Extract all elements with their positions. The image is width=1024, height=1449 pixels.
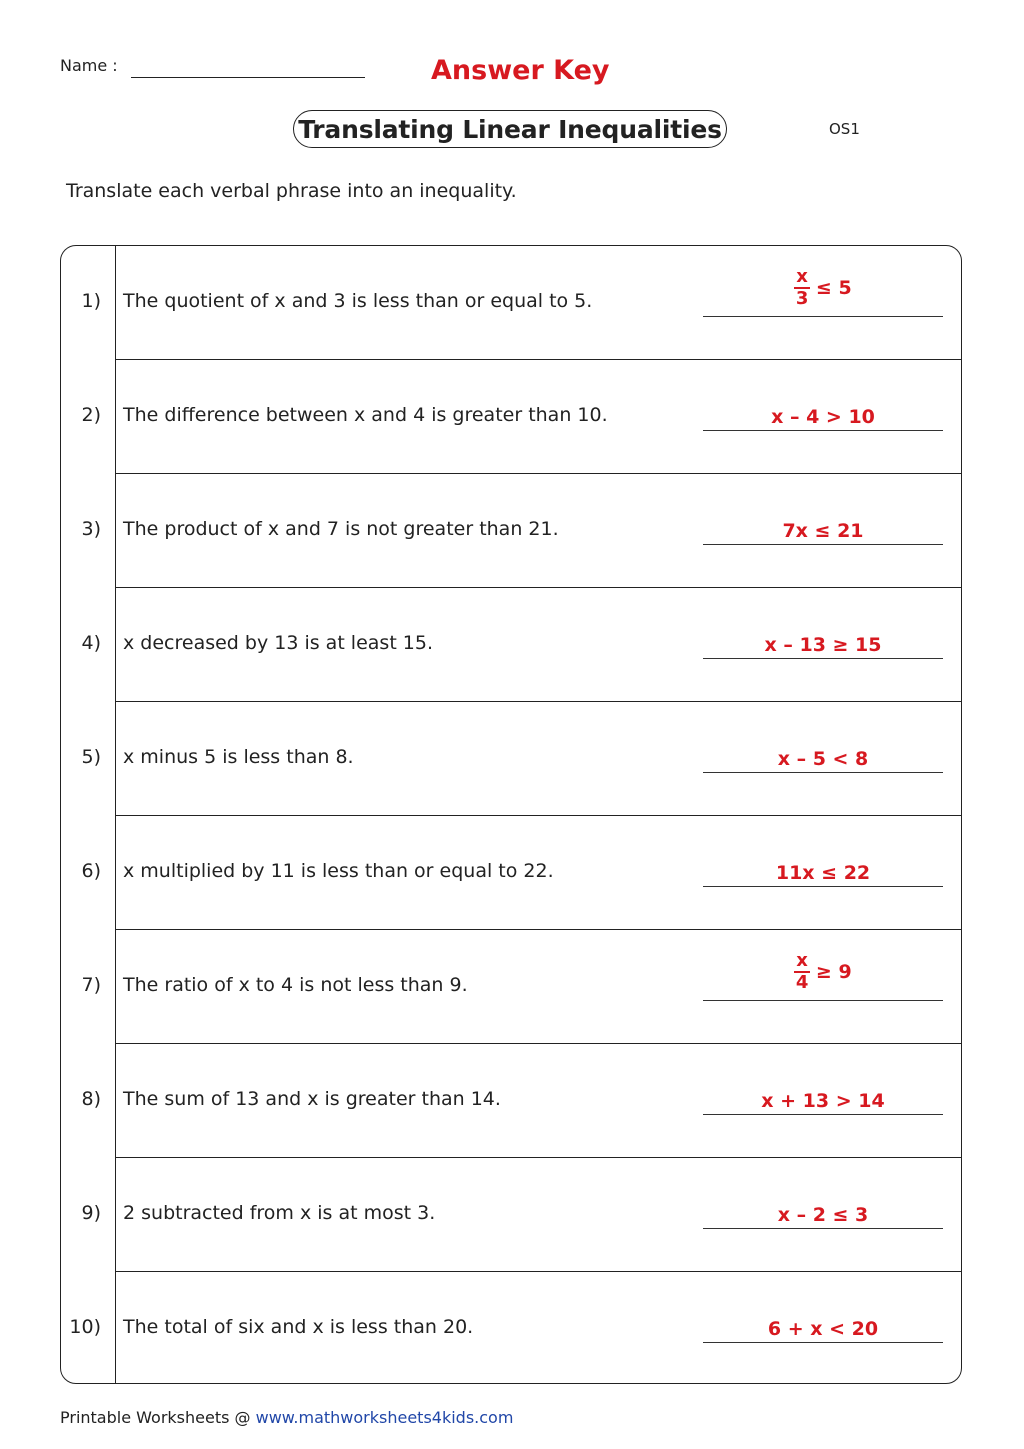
question-text: x multiplied by 11 is less than or equal to 22. <box>123 860 554 882</box>
question-row-2 <box>61 360 961 474</box>
answer-line[interactable] <box>703 772 943 773</box>
answer-line[interactable] <box>703 658 943 659</box>
name-field-line[interactable] <box>131 77 365 78</box>
question-number: 8) <box>81 1088 101 1110</box>
question-number: 9) <box>81 1202 101 1224</box>
question-number: 5) <box>81 746 101 768</box>
question-text: The product of x and 7 is not greater than 21. <box>123 518 559 540</box>
answer: x – 13 ≥ 15 <box>764 634 882 656</box>
answer-relation: ≥ 9 <box>815 961 852 983</box>
answer-relation: ≤ 5 <box>815 277 852 299</box>
question-text: The ratio of x to 4 is not less than 9. <box>123 974 468 996</box>
question-row-9 <box>61 1158 961 1272</box>
question-number: 6) <box>81 860 101 882</box>
question-number: 1) <box>81 290 101 312</box>
footer <box>60 1408 513 1427</box>
answer-fraction <box>794 268 810 308</box>
fraction-numerator: x <box>796 266 808 287</box>
answer: 11x ≤ 22 <box>775 862 871 884</box>
question-row-8 <box>61 1044 961 1158</box>
answer-line[interactable] <box>703 316 943 317</box>
question-number: 4) <box>81 632 101 654</box>
answer-key-heading: Answer Key <box>431 55 610 86</box>
answer: 6 + x < 20 <box>767 1318 879 1340</box>
answer-fraction <box>794 952 810 992</box>
question-row-3 <box>61 474 961 588</box>
question-row-4 <box>61 588 961 702</box>
answer: x – 5 < 8 <box>777 748 869 770</box>
question-text: 2 subtracted from x is at most 3. <box>123 1202 436 1224</box>
name-label: Name : <box>60 56 118 75</box>
fraction-numerator: x <box>796 950 808 971</box>
answer-line[interactable] <box>703 1342 943 1343</box>
question-number: 10) <box>69 1316 101 1338</box>
question-text: The difference between x and 4 is greater than 10. <box>123 404 608 426</box>
answer: x – 2 ≤ 3 <box>777 1204 869 1226</box>
fraction-denominator: 3 <box>795 288 809 309</box>
question-number: 3) <box>81 518 101 540</box>
question-row-10 <box>61 1272 961 1384</box>
answer: x – 4 > 10 <box>771 406 875 428</box>
question-row-5 <box>61 702 961 816</box>
worksheet-code: OS1 <box>829 120 860 138</box>
fraction-denominator: 4 <box>795 972 809 993</box>
worksheet-title-text: Translating Linear Inequalities <box>298 114 722 144</box>
question-number: 7) <box>81 974 101 996</box>
answer <box>703 268 943 308</box>
answer: 7x ≤ 21 <box>782 520 864 542</box>
answer-line[interactable] <box>703 1228 943 1229</box>
question-text: The sum of 13 and x is greater than 14. <box>123 1088 501 1110</box>
answer: x + 13 > 14 <box>761 1090 885 1112</box>
question-row-7 <box>61 930 961 1044</box>
footer-prefix: Printable Worksheets @ <box>60 1408 256 1427</box>
footer-link[interactable]: www.mathworksheets4kids.com <box>255 1408 514 1427</box>
answer-line[interactable] <box>703 430 943 431</box>
question-number: 2) <box>81 404 101 426</box>
question-text: The total of six and x is less than 20. <box>123 1316 474 1338</box>
question-row-1 <box>61 246 961 360</box>
worksheet-title <box>293 110 727 148</box>
questions-table <box>60 245 962 1384</box>
answer-line[interactable] <box>703 544 943 545</box>
question-text: The quotient of x and 3 is less than or equal to 5. <box>123 290 593 312</box>
question-text: x minus 5 is less than 8. <box>123 746 354 768</box>
answer-line[interactable] <box>703 1000 943 1001</box>
instructions: Translate each verbal phrase into an inequality. <box>66 180 517 202</box>
question-text: x decreased by 13 is at least 15. <box>123 632 434 654</box>
answer-line[interactable] <box>703 886 943 887</box>
question-row-6 <box>61 816 961 930</box>
answer <box>703 952 943 992</box>
answer-line[interactable] <box>703 1114 943 1115</box>
